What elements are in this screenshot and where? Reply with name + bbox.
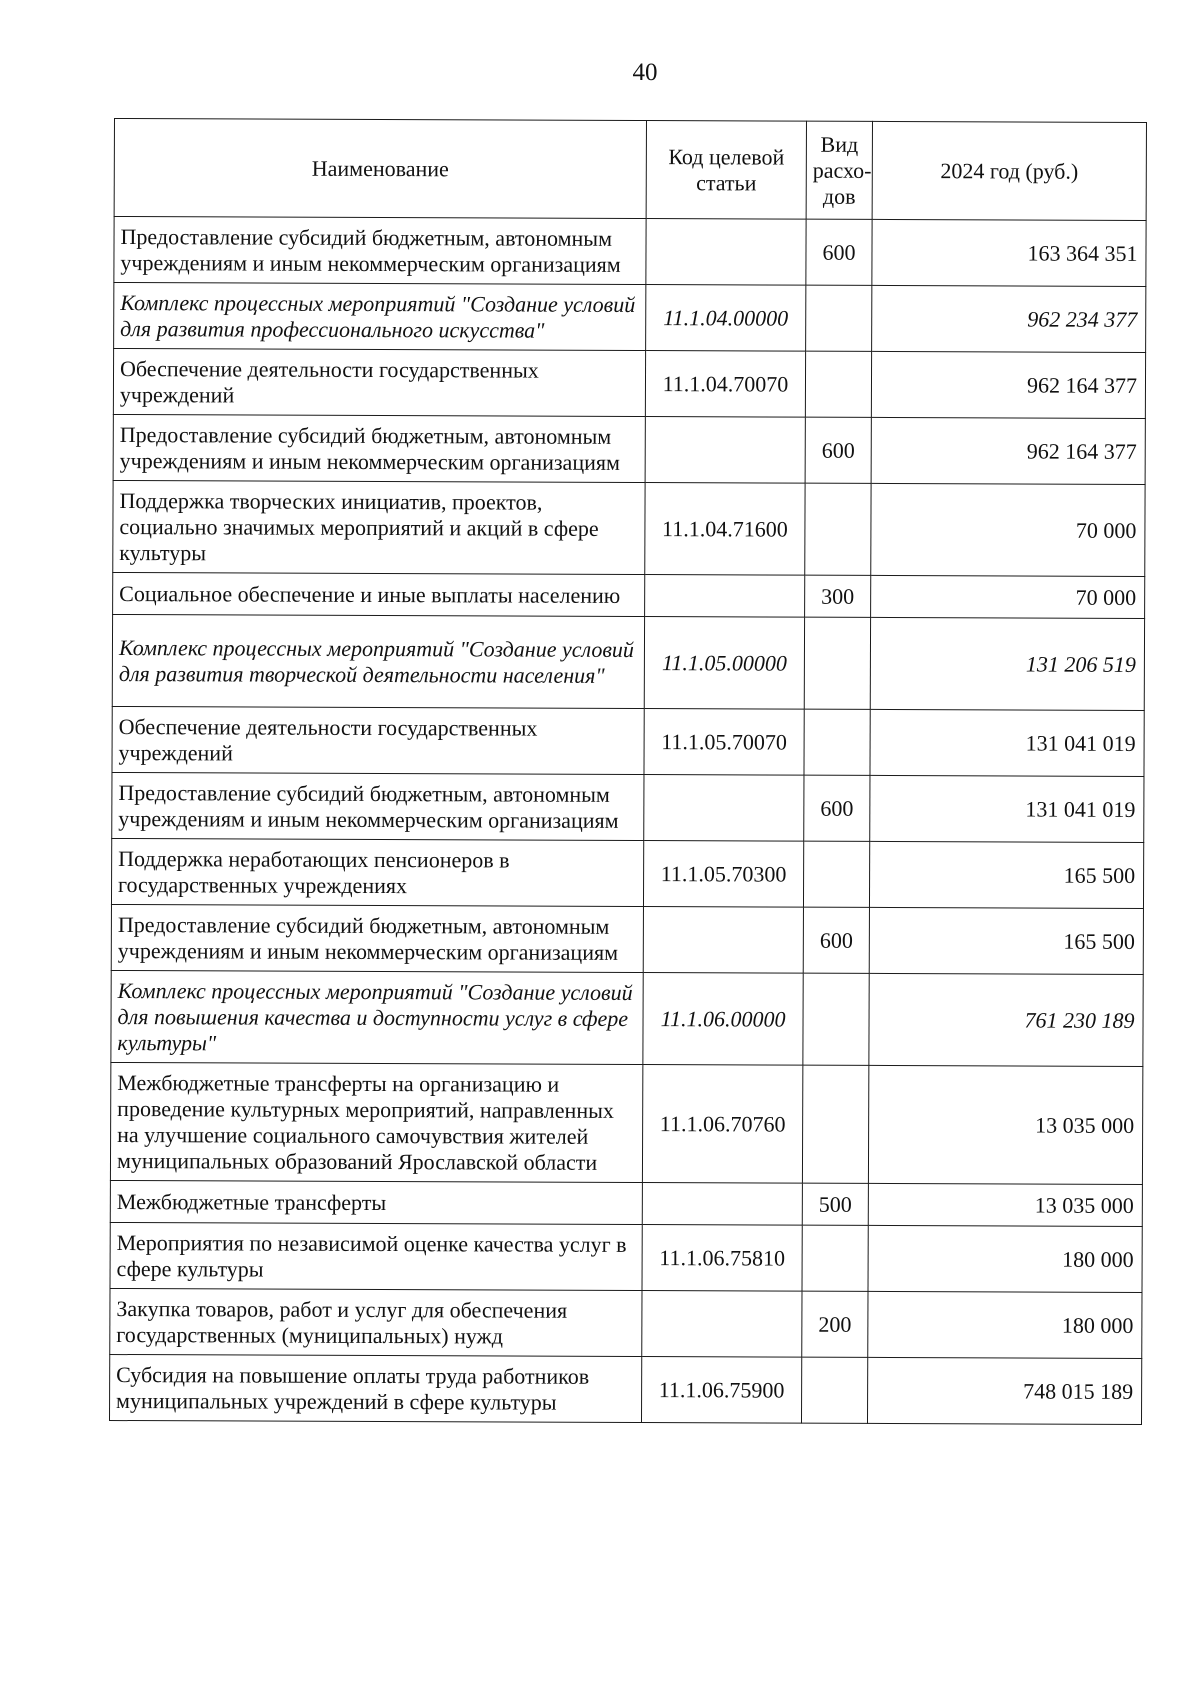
- cell-amount: 131 041 019: [870, 775, 1144, 842]
- cell-kind: [805, 351, 871, 417]
- cell-amount: 70 000: [871, 575, 1145, 618]
- cell-kind: 200: [802, 1291, 868, 1357]
- cell-kind: 500: [802, 1183, 868, 1225]
- cell-name: Поддержка творческих инициатив, проектов, социально значимых мероприятий и акций в сфере культуры: [113, 480, 645, 574]
- cell-amount: 13 035 000: [868, 1183, 1142, 1226]
- cell-name: Обеспечение деятельности государственных учреждений: [113, 349, 645, 417]
- cell-code: 11.1.06.75810: [642, 1225, 802, 1292]
- cell-amount: 180 000: [868, 1291, 1142, 1358]
- table-row: [112, 614, 1144, 710]
- cell-code: 11.1.04.00000: [646, 285, 806, 352]
- table-body: [109, 217, 1146, 1425]
- table-row: [112, 706, 1144, 776]
- cell-kind: [802, 1225, 868, 1291]
- cell-amount: 163 364 351: [872, 219, 1146, 286]
- cell-amount: 13 035 000: [868, 1065, 1142, 1184]
- table-row: [114, 283, 1146, 353]
- header-name: Наименование: [114, 119, 646, 219]
- table-row: [114, 217, 1146, 287]
- cell-name: Субсидия на повышение оплаты труда работников муниципальных учреждений в сфере культуры: [109, 1354, 641, 1422]
- cell-amount: 131 041 019: [870, 709, 1144, 776]
- cell-amount: 962 164 377: [871, 351, 1145, 418]
- cell-amount: 180 000: [868, 1225, 1142, 1292]
- cell-kind: [802, 1065, 868, 1183]
- cell-name: Мероприятия по независимой оценке качества услуг в сфере культуры: [110, 1222, 642, 1290]
- cell-code: 11.1.06.70760: [642, 1065, 802, 1184]
- table-row: [111, 970, 1143, 1066]
- header-code: Код целевой статьи: [646, 121, 806, 220]
- cell-name: Комплекс процессных мероприятий "Создание условий для повышения качества и доступности услуг в сфере культуры": [111, 970, 643, 1064]
- table-row: [113, 572, 1145, 618]
- cell-kind: 300: [805, 575, 871, 617]
- table-row: [113, 349, 1145, 419]
- cell-code: 11.1.05.70070: [644, 709, 804, 776]
- cell-name: Обеспечение деятельности государственных учреждений: [112, 706, 644, 774]
- cell-code: 11.1.04.71600: [645, 483, 805, 576]
- cell-kind: [806, 285, 872, 351]
- cell-name: Поддержка неработающих пенсионеров в государственных учреждениях: [111, 838, 643, 906]
- table-header-row: [114, 119, 1146, 221]
- cell-kind: [804, 709, 870, 775]
- cell-code: 11.1.06.75900: [641, 1357, 801, 1424]
- cell-amount: 748 015 189: [867, 1357, 1141, 1424]
- cell-code: [642, 1183, 802, 1226]
- cell-kind: 600: [804, 775, 870, 841]
- cell-amount: 761 230 189: [869, 973, 1143, 1066]
- cell-amount: 165 500: [869, 841, 1143, 908]
- table-row: [111, 904, 1143, 974]
- cell-code: 11.1.05.00000: [644, 617, 804, 710]
- header-amount: 2024 год (руб.): [872, 121, 1146, 220]
- cell-name: Социальное обеспечение и иные выплаты населению: [113, 572, 645, 616]
- cell-name: Предоставление субсидий бюджетным, автономным учреждениям и иным некоммерческим организациям: [114, 217, 646, 285]
- cell-code: 11.1.04.70070: [645, 351, 805, 418]
- page-number: 40: [632, 59, 658, 86]
- cell-code: [645, 575, 805, 618]
- cell-kind: [804, 617, 870, 709]
- table-row: [110, 1222, 1142, 1292]
- cell-name: Межбюджетные трансферты: [110, 1180, 642, 1224]
- cell-code: [642, 1291, 802, 1358]
- cell-kind: 600: [806, 219, 872, 285]
- cell-name: Предоставление субсидий бюджетным, автономным учреждениям и иным некоммерческим организациям: [112, 772, 644, 840]
- table-row: [111, 838, 1143, 908]
- cell-code: [643, 907, 803, 974]
- header-kind: Вид расхо-дов: [806, 121, 872, 219]
- cell-kind: 600: [805, 417, 871, 483]
- cell-code: [644, 775, 804, 842]
- cell-kind: [801, 1357, 867, 1423]
- cell-code: [646, 219, 806, 286]
- cell-name: Комплекс процессных мероприятий "Создание условий для развития творческой деятельности населения": [112, 614, 644, 708]
- table-row: [110, 1288, 1142, 1358]
- table-row: [110, 1062, 1142, 1184]
- cell-kind: [803, 973, 869, 1065]
- table-row: [113, 414, 1145, 484]
- cell-code: [645, 417, 805, 484]
- budget-table: [109, 118, 1147, 1425]
- cell-amount: 131 206 519: [870, 617, 1144, 710]
- cell-code: 11.1.06.00000: [643, 973, 803, 1066]
- cell-kind: [805, 483, 871, 575]
- table-row: [110, 1180, 1142, 1226]
- table-row: [113, 480, 1145, 576]
- cell-name: Предоставление субсидий бюджетным, автономным учреждениям и иным некоммерческим организациям: [113, 414, 645, 482]
- budget-table-sheet: [109, 118, 1147, 1425]
- cell-name: Межбюджетные трансферты на организацию и проведение культурных мероприятий, направленных на улучшение социального самочувствия жителей муниципальных образований Ярославской области: [110, 1062, 642, 1182]
- table-row: [109, 1354, 1141, 1424]
- cell-name: Закупка товаров, работ и услуг для обеспечения государственных (муниципальных) нужд: [110, 1288, 642, 1356]
- cell-amount: 70 000: [871, 483, 1145, 576]
- cell-code: 11.1.05.70300: [643, 841, 803, 908]
- cell-amount: 165 500: [869, 907, 1143, 974]
- cell-kind: [803, 841, 869, 907]
- cell-amount: 962 234 377: [872, 285, 1146, 352]
- cell-amount: 962 164 377: [871, 417, 1145, 484]
- table-row: [112, 772, 1144, 842]
- cell-name: Предоставление субсидий бюджетным, автономным учреждениям и иным некоммерческим организациям: [111, 904, 643, 972]
- cell-kind: 600: [803, 907, 869, 973]
- cell-name: Комплекс процессных мероприятий "Создание условий для развития профессионального искусства": [114, 283, 646, 351]
